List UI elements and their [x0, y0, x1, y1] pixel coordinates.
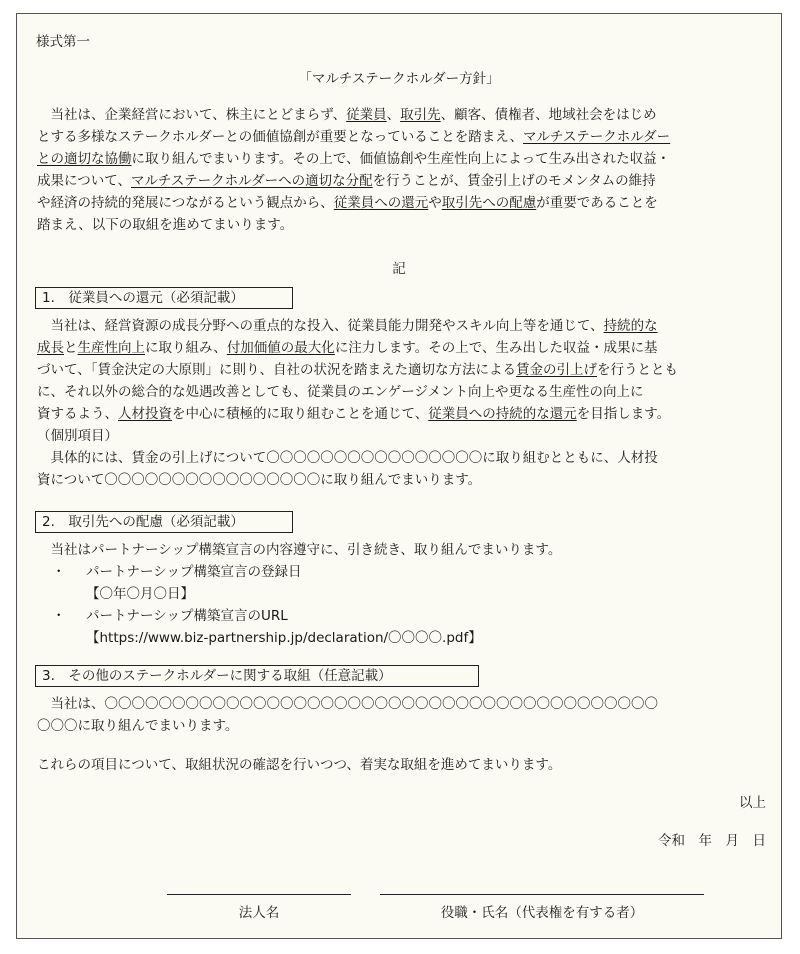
- intro-line: [37, 170, 656, 192]
- corp-name-line: [167, 894, 351, 895]
- intro-line: [37, 148, 670, 170]
- underlined-phrase: 人材投資: [118, 406, 172, 422]
- ki-label: 記: [392, 261, 406, 277]
- section2-intro: 当社はパートナーシップ構築宣言の内容遵守に、引き続き、取り組んでまいります。: [37, 542, 562, 558]
- underlined-phrase: 従業員への還元: [333, 195, 429, 211]
- section1-line: [37, 469, 481, 491]
- declaration-url-label: パートナーシップ構築宣言のURL: [86, 608, 288, 624]
- section1-heading: 1. 従業員への還元（必須記載）: [35, 287, 293, 309]
- form-label: 様式第一: [36, 34, 90, 50]
- text-run: を行うととも: [596, 362, 678, 378]
- declaration-url-value: 【https://www.biz-partnership.jp/declaration/〇〇〇〇.pdf】: [86, 630, 482, 646]
- text-run: 成果について、: [37, 173, 131, 189]
- underlined-phrase: 成長: [37, 340, 64, 356]
- underlined-phrase: 持続的な: [603, 318, 658, 334]
- text-run: 当社は、経営資源の成長分野への重点的な投入、従業員能力開発やスキル向上等を通じて、: [37, 318, 604, 334]
- text-run: と: [64, 340, 78, 356]
- registration-date-value: 【〇年〇月〇日】: [86, 586, 194, 602]
- closing-statement: これらの項目について、取組状況の確認を行いつつ、着実な取組を進めてまいります。: [37, 757, 562, 773]
- bullet-mark: ・: [52, 608, 66, 624]
- section3-line: 〇〇〇に取り組んでまいります。: [37, 718, 239, 734]
- date-field: 令和 年 月 日: [658, 833, 766, 849]
- text-run: 、顧客、債権者、地域社会をはじめ: [440, 107, 657, 123]
- text-run: に取り組み、: [145, 340, 227, 356]
- bullet-mark: ・: [52, 564, 66, 580]
- document-title: 「マルチステークホルダー方針」: [298, 71, 500, 87]
- section2-heading: 2. 取引先への配慮（必須記載）: [35, 511, 293, 533]
- text-run: に、それ以外の総合的な処遇改善としても、従業員のエンゲージメント向上や更なる生産性の向上に: [37, 384, 644, 400]
- text-run: 資するよう、: [37, 406, 118, 422]
- underlined-phrase: 賃金の引上げ: [515, 362, 597, 378]
- underlined-phrase: との適切な協働: [37, 151, 132, 167]
- underlined-phrase: 従業員: [346, 107, 387, 123]
- section1-line: [37, 359, 678, 381]
- rep-name-label: 役職・氏名（代表権を有する者）: [440, 905, 644, 921]
- registration-date-label: パートナーシップ構築宣言の登録日: [86, 564, 302, 580]
- intro-line: [37, 192, 658, 214]
- ijo-label: 以上: [739, 795, 766, 811]
- underlined-phrase: 付加価値の最大化: [226, 340, 335, 356]
- text-run: づいて、「賃金決定の大原則」に則り、自社の状況を踏まえた適切な方法による: [37, 362, 516, 378]
- text-run: や: [428, 195, 442, 211]
- intro-line: [37, 104, 657, 126]
- text-run: が重要であることを: [536, 195, 658, 211]
- section1-line: [37, 337, 657, 359]
- section3-heading: 3. その他のステークホルダーに関する取組（任意記載）: [35, 665, 479, 687]
- underlined-phrase: 取引先への配慮: [441, 195, 537, 211]
- text-run: （個別項目）: [37, 428, 118, 444]
- underlined-phrase: マルチステークホルダー: [523, 129, 671, 145]
- underlined-phrase: マルチステークホルダーへの適切な分配: [130, 173, 373, 189]
- section1-line: [37, 403, 670, 425]
- underlined-phrase: 従業員への持続的な還元: [428, 406, 577, 422]
- text-run: に取り組んでまいります。その上で、価値協創や生産性向上によって生み出された収益・: [131, 151, 671, 167]
- text-run: 資について〇〇〇〇〇〇〇〇〇〇〇〇〇〇〇〇に取り組んでまいります。: [37, 472, 482, 488]
- text-run: とする多様なステークホルダーとの価値協創が重要となっていることを踏まえ、: [37, 129, 523, 145]
- underlined-phrase: 取引先: [400, 107, 441, 123]
- text-run: に注力します。その上で、生み出した収益・成果に基: [334, 340, 658, 356]
- corp-name-label: 法人名: [238, 905, 280, 921]
- text-run: 当社は、企業経営において、株主にとどまらず、: [37, 107, 347, 123]
- section1-line: [37, 425, 118, 447]
- text-run: 具体的には、賃金の引上げについて〇〇〇〇〇〇〇〇〇〇〇〇〇〇〇〇に取り組むとともに、人材投: [37, 450, 658, 466]
- rep-name-line: [380, 894, 704, 895]
- text-run: を行うことが、賃金引上げのモメンタムの維持: [372, 173, 656, 189]
- text-run: を中心に積極的に取り組むことを通じて、: [172, 406, 429, 422]
- section1-line: [37, 447, 658, 469]
- section1-line: [37, 381, 644, 403]
- text-run: を目指します。: [576, 406, 671, 422]
- intro-line: [37, 126, 670, 148]
- intro-line: [37, 214, 293, 236]
- section3-line: 当社は、〇〇〇〇〇〇〇〇〇〇〇〇〇〇〇〇〇〇〇〇〇〇〇〇〇〇〇〇〇〇〇〇〇〇〇〇〇〇〇〇〇: [37, 696, 658, 712]
- section1-line: [37, 315, 658, 337]
- text-run: や経済の持続的発展につながるという観点から、: [37, 195, 334, 211]
- text-run: 踏まえ、以下の取組を進めてまいります。: [37, 217, 294, 233]
- underlined-phrase: 生産性向上: [77, 340, 145, 356]
- text-run: 、: [386, 107, 401, 123]
